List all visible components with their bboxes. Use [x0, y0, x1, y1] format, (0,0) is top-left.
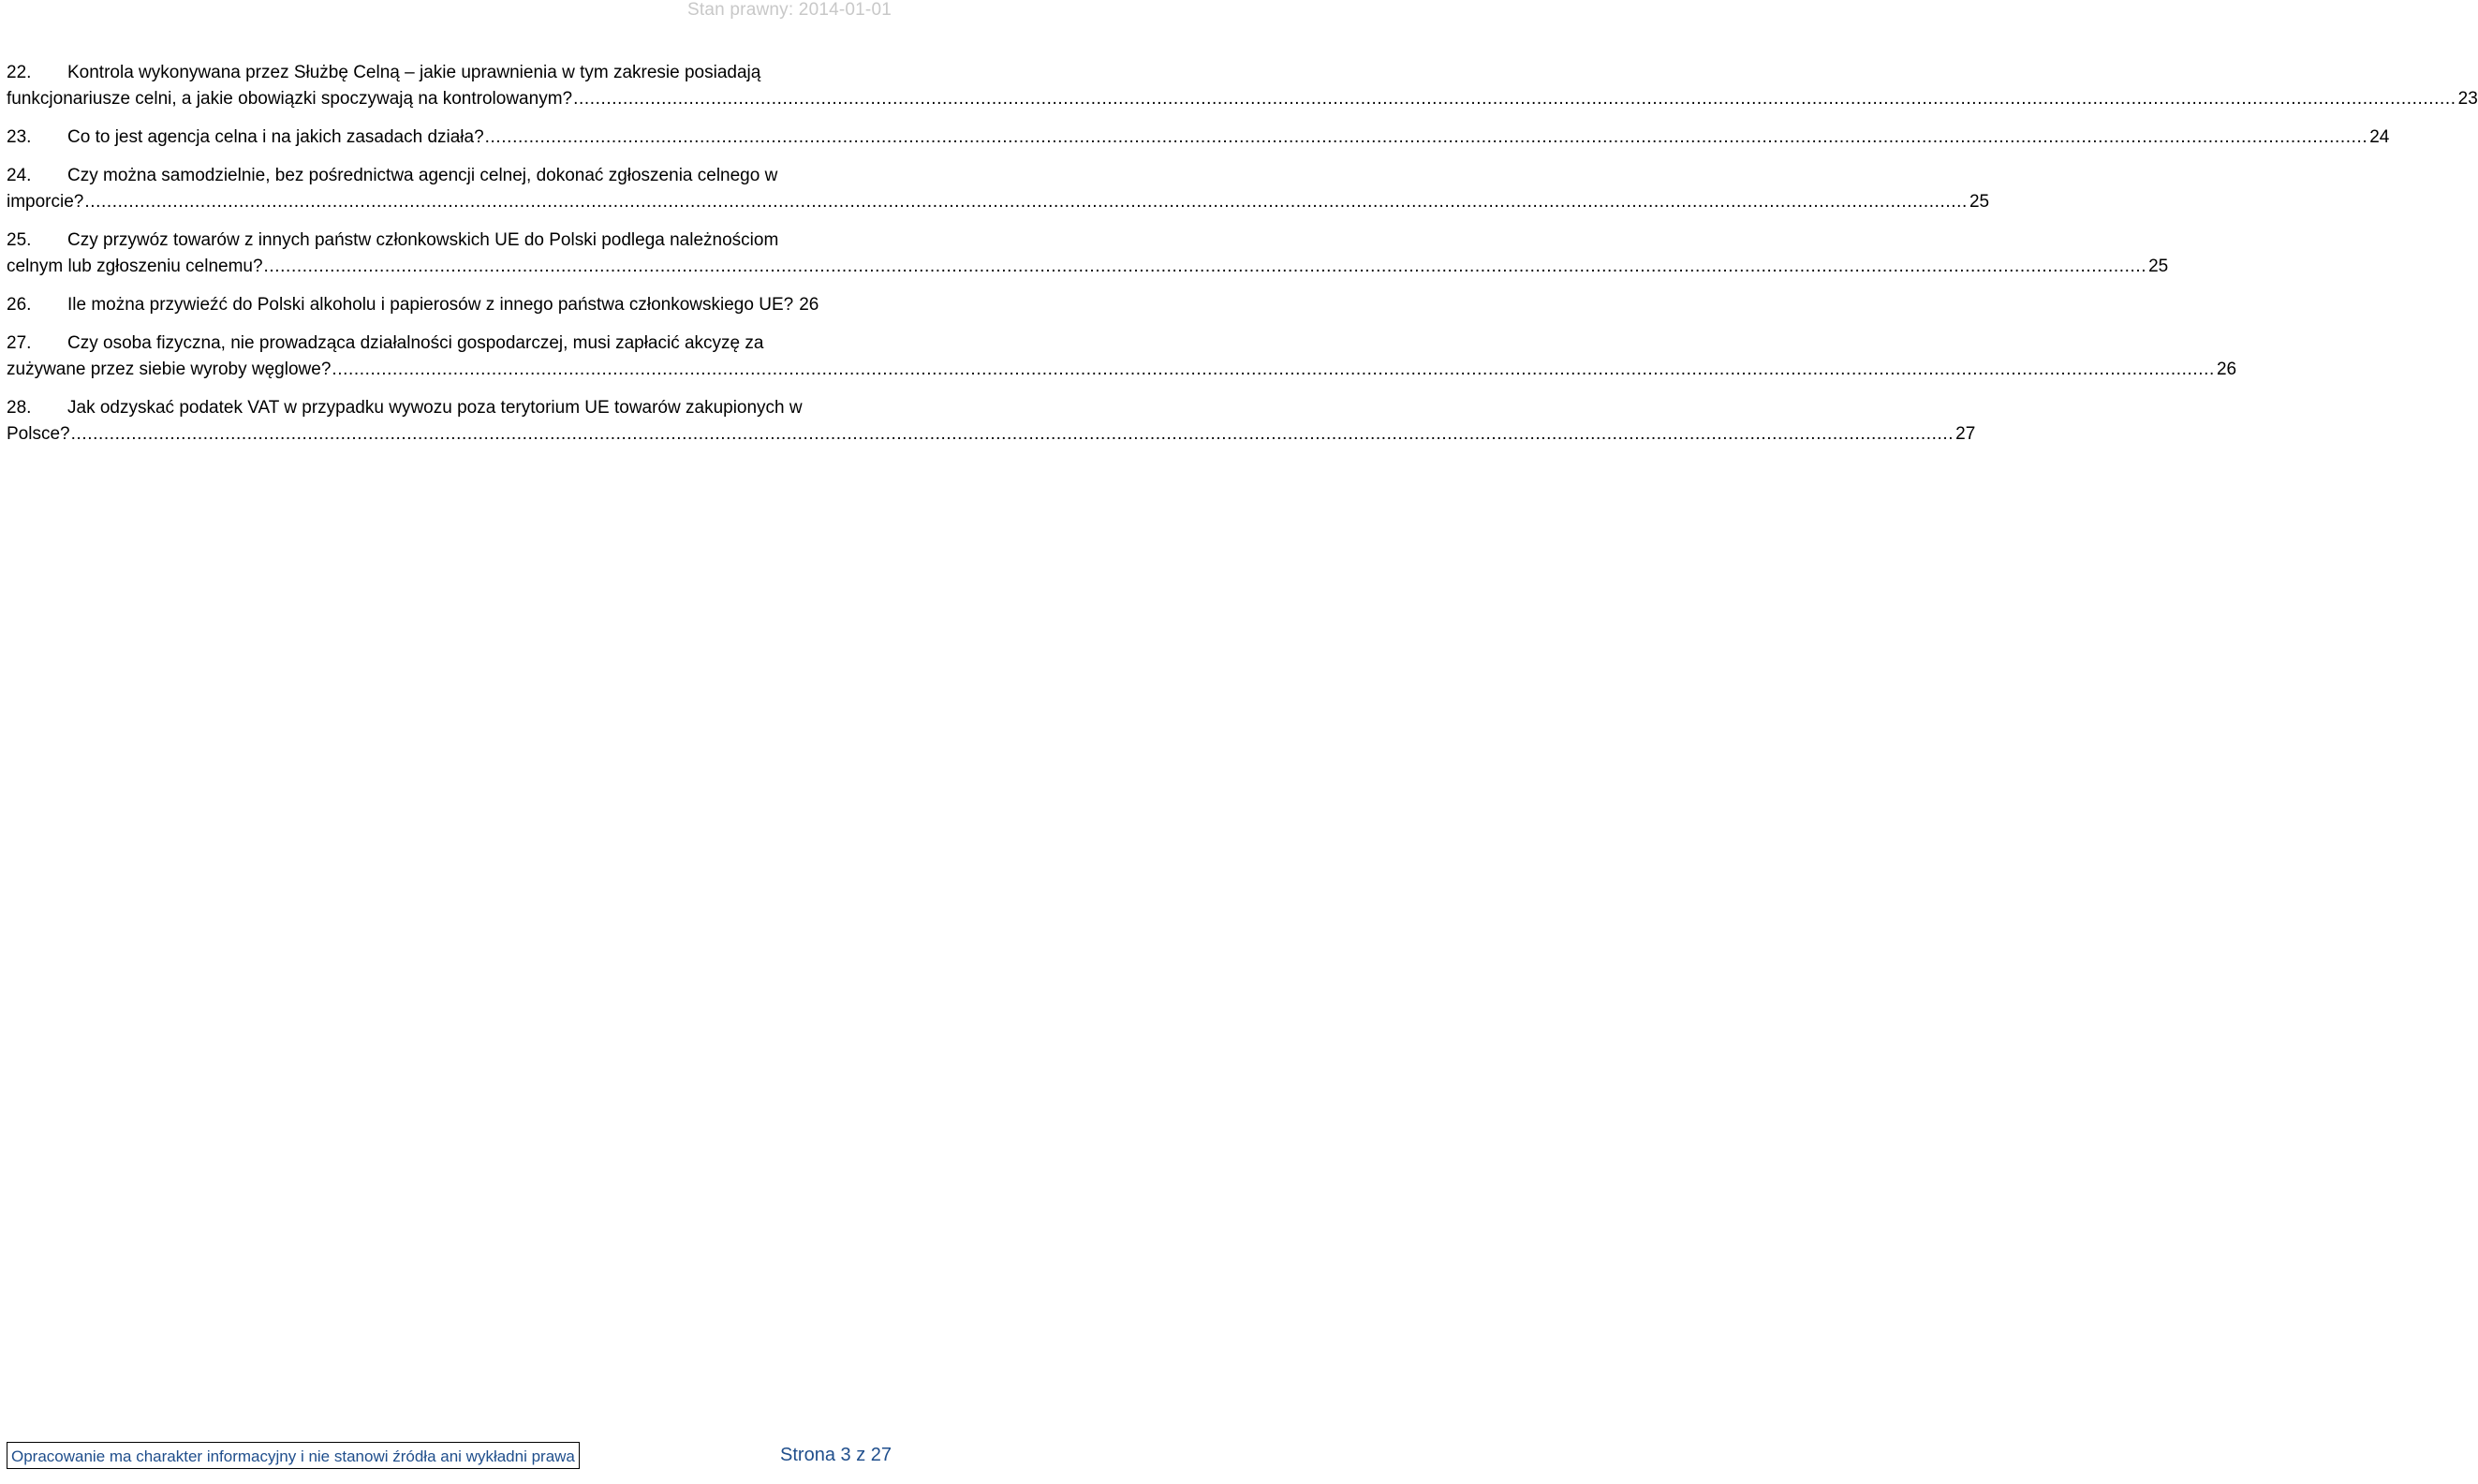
toc-page-number: 23 — [2457, 89, 2478, 109]
page-footer — [7, 1442, 892, 1469]
toc-entry-number: 28. — [7, 398, 32, 418]
toc-entry-28[interactable] — [7, 395, 1976, 448]
toc-entry-title: Ile można przywieźć do Polski alkoholu i papierosów z innego państwa członkowskiego UE? — [67, 295, 794, 315]
toc-entry-22[interactable] — [7, 60, 2478, 112]
toc-entry-title: Co to jest agencja celna i na jakich zasadach działa? — [67, 127, 484, 147]
toc-page-number: 26 — [799, 295, 819, 315]
toc-entry-title-line2: zużywane przez siebie wyroby węglowe? — [7, 360, 332, 379]
toc-entry-title-line1: Kontrola wykonywana przez Służbę Celną – jakie uprawnienia w tym zakresie posiadają — [67, 63, 761, 82]
toc-leader-dots — [573, 86, 2456, 112]
toc-entry-number: 22. — [7, 63, 32, 82]
toc-entry-number: 26. — [7, 295, 32, 315]
toc-entry-title-line1: Jak odzyskać podatek VAT w przypadku wywozu poza terytorium UE towarów zakupionych w — [67, 398, 803, 418]
toc-entry-number: 23. — [7, 127, 32, 147]
toc-page-number: 25 — [2148, 257, 2169, 276]
toc-page-number: 26 — [2216, 360, 2237, 379]
toc-entry-number: 24. — [7, 166, 32, 185]
toc-entry-number: 25. — [7, 230, 32, 250]
toc-entry-23[interactable] — [7, 125, 2390, 151]
toc-page-number: 24 — [2369, 127, 2390, 147]
toc-leader-dots — [71, 421, 1954, 448]
toc-leader-dots — [84, 189, 1968, 215]
toc-entry-27[interactable] — [7, 331, 2237, 383]
toc-entry-number: 27. — [7, 333, 32, 353]
toc-entry-title-line1: Czy osoba fizyczna, nie prowadząca działalności gospodarczej, musi zapłacić akcyzę za — [67, 333, 764, 353]
toc-entry-title-line2: imporcie? — [7, 192, 84, 212]
toc-entry-26[interactable] — [7, 292, 889, 318]
toc-entry-25[interactable] — [7, 228, 2169, 280]
toc-entry-title-line2: celnym lub zgłoszeniu celnemu? — [7, 257, 263, 276]
toc-entry-title-line2: Polsce? — [7, 424, 70, 444]
toc-entry-24[interactable] — [7, 163, 1990, 215]
page-counter: Strona 3 z 27 — [780, 1445, 892, 1465]
legal-status-date: Stan prawny: 2014-01-01 — [687, 0, 892, 20]
toc-leader-dots — [332, 357, 2215, 383]
toc-entry-title-line1: Czy przywóz towarów z innych państw członkowskich UE do Polski podlega należnościom — [67, 230, 779, 250]
toc-page-number: 27 — [1955, 424, 1976, 444]
table-of-contents — [7, 60, 2478, 460]
toc-leader-dots — [264, 254, 2147, 280]
toc-leader-dots — [485, 125, 2368, 151]
toc-entry-title-line2: funkcjonariusze celni, a jakie obowiązki spoczywają na kontrolowanym? — [7, 89, 573, 109]
toc-page-number: 25 — [1969, 192, 1990, 212]
toc-entry-title-line1: Czy można samodzielnie, bez pośrednictwa agencji celnej, dokonać zgłoszenia celnego w — [67, 166, 778, 185]
disclaimer-note: Opracowanie ma charakter informacyjny i nie stanowi źródła ani wykładni prawa — [7, 1442, 580, 1469]
